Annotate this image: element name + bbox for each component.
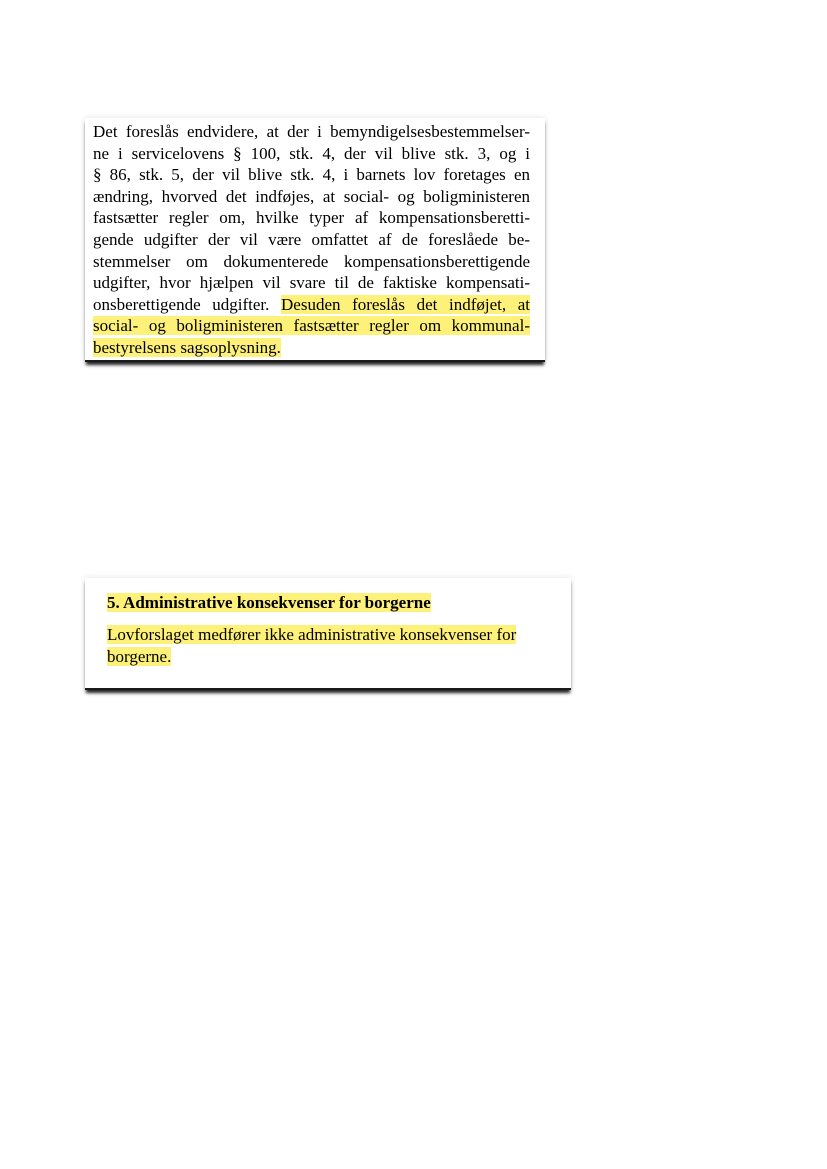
text-line: [93, 315, 530, 337]
text-line: onsberettigende udgifter. Desuden foreslås det indføjet, at: [93, 294, 530, 314]
text-line: udgifter, hvor hjælpen vil svare til de faktiske kompensati-: [93, 273, 530, 293]
text-line: ne i servicelovens § 100, stk. 4, der vil blive stk. 3, og i: [93, 143, 530, 163]
text-line: ændring, hvorved det indføjes, at social- og boligministeren: [93, 186, 530, 206]
text-line: fastsætter regler om, hvilke typer af kompensationsberetti-: [93, 208, 530, 228]
document-excerpt-1: [85, 118, 545, 362]
text-line: [107, 646, 549, 668]
paragraph-compensation: [93, 121, 530, 359]
highlighted-text: 5. Administrative konsekvenser for borgerne: [107, 593, 431, 612]
text-line: [93, 337, 530, 359]
highlighted-text: borgerne.: [107, 647, 172, 666]
text-line: gende udgifter der vil være omfattet af de foreslåede be-: [93, 229, 530, 249]
section-heading: [107, 592, 549, 614]
highlighted-text: Lovforslaget medfører ikke administrative konsekvenser for: [107, 625, 517, 644]
text-line: § 86, stk. 5, der vil blive stk. 4, i barnets lov foretages en: [93, 165, 530, 185]
text-line: [107, 624, 549, 646]
text-line: stemmelser om dokumenterede kompensationsberettigende: [93, 251, 530, 271]
paragraph-administrative-consequences: [107, 624, 549, 668]
highlighted-text: bestyrelsens sagsoplysning.: [93, 337, 281, 357]
highlighted-text: social- og boligministeren fastsætter regler om kommunal-: [93, 316, 530, 336]
highlighted-text: Desuden foreslås det indføjet, at: [281, 294, 530, 314]
document-excerpt-2: [85, 578, 571, 690]
text-line: Det foreslås endvidere, at der i bemyndigelsesbestemmelser-: [93, 122, 530, 141]
